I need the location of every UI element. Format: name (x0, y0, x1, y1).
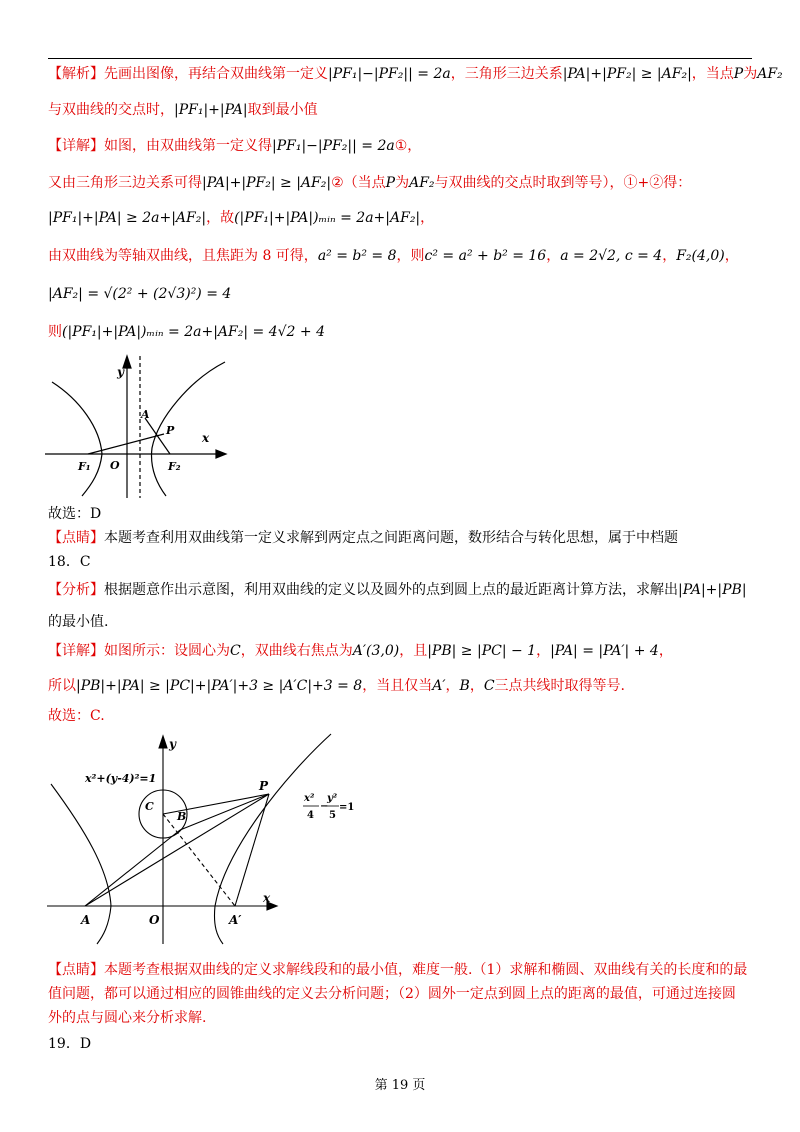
note-label: 【点睛】 (48, 530, 104, 546)
q19-number: 19．D (48, 1036, 92, 1052)
formula: c² = a² + b² = 16 (424, 248, 547, 264)
y-label: y (117, 365, 124, 379)
q17-analysis-line1: 【解析】先画出图像，再结合双曲线第一定义|PF₁|−|PF₂|| = 2a，三角形三边关系|PA|+|PF₂| ≥ |AF₂|，当点P为AF₂ (48, 66, 783, 82)
page-footer: 第 19 页 (374, 1078, 426, 1093)
formula: (|PF₁|+|PA|)ₘᵢₙ = 2a+|AF₂| (234, 210, 421, 226)
header-rule (48, 58, 752, 59)
hyperbola-y-den: 5 (329, 810, 336, 821)
formula: (|PF₁|+|PA|)ₘᵢₙ = 2a+|AF₂| = 4√2 + 4 (62, 324, 325, 340)
hyperbola-equals: =1 (339, 802, 355, 813)
formula: |PA| = |PA′| + 4 (550, 643, 659, 659)
q18-note-line3: 外的点与圆心来分析求解. (48, 1010, 207, 1026)
q18-detail-line2: 所以|PB|+|PA| ≥ |PC|+|PA′|+3 ≥ |A′C|+3 = 8，当且仅当A′，B，C三点共线时取得等号. (48, 678, 625, 694)
segment-a-b (85, 830, 180, 906)
q17-analysis-line2: 与双曲线的交点时，|PF₁|+|PA|取到最小值 (48, 102, 318, 118)
formula: |PB| ≥ |PC| − 1 (427, 643, 537, 659)
y-label: y (169, 737, 176, 751)
note-label: 【点睛】 (48, 962, 104, 978)
formula: |PF₁|−|PF₂|| = 2a (328, 66, 451, 82)
hyperbola-x-num: x² (304, 793, 315, 804)
analysis-label: 【分析】 (48, 582, 104, 598)
point-b-label: B (177, 810, 187, 823)
circle-equation: x²+(y-4)²=1 (85, 772, 157, 785)
y-arrow-icon (123, 356, 131, 368)
point-p-label: P (166, 424, 175, 437)
formula: |PF₁|−|PF₂|| = 2a (272, 138, 395, 154)
formula: a² = b² = 8 (317, 248, 397, 264)
q18-answer: 故选：C. (48, 708, 105, 724)
q17-detail-line5 (48, 284, 231, 304)
right-branch (152, 362, 225, 496)
detail-label: 【详解】 (48, 138, 104, 154)
q18-note-line1: 【点睛】本题考查根据双曲线的定义求解线段和的最小值，难度一般.（1）求解和椭圆、双曲线有关的长度和的最 (48, 962, 748, 978)
segment-b-p (180, 794, 269, 830)
formula: A′(3,0) (352, 643, 400, 659)
origin-label: O (149, 913, 160, 927)
point-p-label: P (259, 779, 269, 793)
point-a-label: A (81, 913, 91, 927)
q17-detail-line6: 则(|PF₁|+|PA|)ₘᵢₙ = 2a+|AF₂| = 4√2 + 4 (48, 324, 325, 340)
formula: |PA|+|PB| (678, 582, 747, 598)
segment-aprime-p (235, 794, 269, 906)
q17-detail-line3: |PF₁|+|PA| ≥ 2a+|AF₂|，故(|PF₁|+|PA|)ₘᵢₙ = 2a+|AF₂|， (48, 210, 435, 226)
q18-analysis-line1: 【分析】根据题意作出示意图，利用双曲线的定义以及圆外的点到圆上点的最近距离计算方法，求解出|PA|+|PB| (48, 582, 747, 598)
point-f1-label: F₁ (78, 460, 91, 473)
left-branch (52, 382, 102, 496)
q17-detail-line2: 又由三角形三边关系可得|PA|+|PF₂| ≥ |AF₂|②（当点P为AF₂与双曲线的交点时取到等号），①+②得： (48, 175, 692, 191)
q18-note-line2: 值问题，都可以通过相应的圆锥曲线的定义去分析问题；（2）圆外一定点到圆上点的距离的最值，可通过连接圆 (48, 986, 736, 1002)
point-a-label: A (141, 408, 150, 421)
formula: |AF₂| = √(2² + (2√3)²) = 4 (48, 286, 232, 302)
q17-detail-line1: 【详解】如图，由双曲线第一定义得|PF₁|−|PF₂|| = 2a①， (48, 138, 422, 154)
q18-detail-line1: 【详解】如图所示：设圆心为C，双曲线右焦点为A′(3,0)，且|PB| ≥ |PC| − 1，|PA| = |PA′| + 4， (48, 643, 673, 659)
formula: |PA|+|PF₂| ≥ |AF₂| (202, 175, 332, 191)
point-aprime-label: A′ (229, 913, 242, 927)
point-c-label: C (145, 800, 154, 813)
x-arrow-icon (216, 450, 226, 458)
formula: F₂(4,0) (676, 248, 725, 264)
formula: a = 2√2, c = 4 (560, 248, 663, 264)
detail-label: 【详解】 (48, 643, 104, 659)
x-label: x (263, 891, 271, 905)
q18-analysis-line2: 的最小值. (48, 614, 109, 630)
q17-answer: 故选：D (48, 506, 102, 522)
y-arrow-icon (159, 736, 167, 748)
analysis-label: 【解析】 (48, 66, 104, 82)
q18-hyperbola-circle-figure (45, 730, 355, 950)
formula: |PB|+|PA| ≥ |PC|+|PA′|+3 ≥ |A′C|+3 = 8 (76, 678, 363, 694)
formula: |PF₁|+|PA| ≥ 2a+|AF₂| (48, 210, 207, 226)
hyperbola-y-num: y² (327, 793, 338, 804)
point-f2-label: F₂ (168, 460, 181, 473)
q17-hyperbola-figure (40, 348, 230, 500)
minus-sign: − (320, 801, 329, 812)
q17-detail-line4: 由双曲线为等轴双曲线，且焦距为 8 可得，a² = b² = 8，则c² = a² + b² = 16，a = 2√2, c = 4，F₂(4,0)， (48, 248, 739, 264)
q17-note: 【点睛】本题考查利用双曲线第一定义求解到两定点之间距离问题，数形结合与转化思想，属于中档题 (48, 530, 678, 546)
formula: |PA|+|PF₂| ≥ |AF₂| (562, 66, 692, 82)
q18-number: 18．C (48, 554, 91, 570)
formula: |PF₁|+|PA| (174, 102, 248, 118)
hyperbola-x-den: 4 (307, 810, 314, 821)
origin-label: O (110, 459, 120, 472)
segment-c-aprime-dashed (163, 814, 235, 906)
x-label: x (202, 431, 210, 445)
